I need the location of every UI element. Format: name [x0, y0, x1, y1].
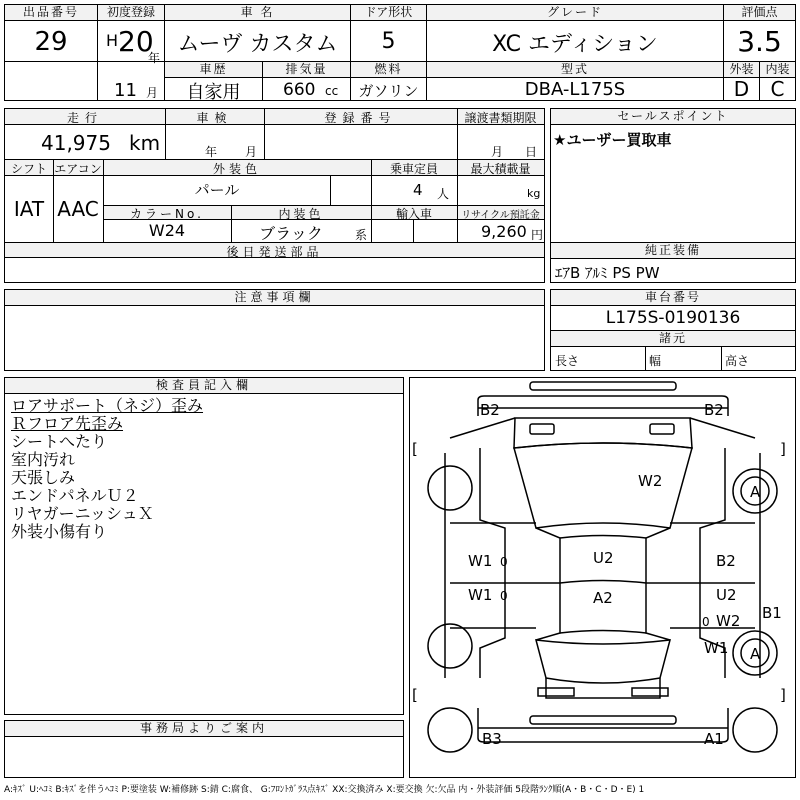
mark-b2-side: B2	[716, 552, 736, 570]
inspector-note: エンドパネルＵ２	[11, 486, 139, 505]
mark-zero-a: 0	[500, 555, 508, 569]
recycle-unit: 円	[531, 228, 544, 242]
displacement: 660	[283, 80, 316, 100]
history-label: 車歴	[165, 62, 262, 78]
transfer-day-unit: 日	[525, 145, 538, 159]
max-load-label: 最大積載量	[470, 162, 531, 176]
interior-grade-label: 内装	[760, 62, 795, 78]
mark-zero-c: 0	[702, 615, 710, 629]
inspection-label: 車検	[196, 111, 233, 125]
lot-number-cell	[4, 4, 98, 62]
recycle-label: リサイクル預託金	[461, 210, 540, 221]
grade-cell	[426, 4, 724, 62]
reg-month: 11	[114, 80, 137, 101]
ext-color: パール	[194, 181, 240, 199]
sales-point-label: セールスポイント	[551, 109, 795, 125]
bracket-right-bottom: ]	[780, 686, 786, 704]
doors: 5	[381, 29, 396, 54]
history: 自家用	[186, 82, 241, 103]
plate-label: 登録番号	[324, 111, 397, 125]
mark-w2-side: W2	[716, 612, 741, 630]
mark-zero-b: 0	[500, 589, 508, 603]
shift: IAT	[13, 197, 45, 221]
inspection-year-unit: 年	[205, 145, 218, 159]
inspector-note: リヤガーニッシュＸ	[11, 504, 154, 523]
inspection-month-unit: 月	[245, 145, 258, 159]
office-label: 事務局よりご案内	[5, 721, 403, 737]
model-label: 型式	[427, 62, 723, 78]
door-label: ドア形状	[351, 5, 426, 21]
ext-color-label: 外装色	[212, 162, 261, 176]
shift-label: シフト	[10, 162, 47, 176]
dims-label: 諸元	[551, 331, 795, 347]
info-table	[4, 108, 545, 283]
car-name: ムーヴ カスタム	[177, 32, 338, 57]
mileage-unit: km	[129, 131, 161, 155]
car-name-cell	[164, 4, 351, 62]
chassis-label: 車台番号	[551, 290, 795, 306]
mark-a2-center: A2	[593, 589, 613, 607]
equipment-box	[550, 242, 796, 283]
interior-grade-cell	[759, 61, 796, 101]
score-cell	[723, 4, 796, 62]
ac-label: エアコン	[54, 162, 102, 176]
inspector-label: 検査員記入欄	[5, 378, 403, 394]
height-label: 高さ	[725, 354, 750, 368]
displacement-label: 排気量	[263, 62, 350, 78]
score: 3.5	[737, 25, 782, 58]
mark-u2-side: U2	[716, 586, 737, 604]
car-name-label: 車 名	[165, 5, 350, 21]
transfer-month-unit: 月	[491, 145, 504, 159]
mark-w2-top: W2	[638, 472, 663, 490]
car-diagram	[410, 378, 795, 777]
reg-month-cell	[97, 61, 165, 101]
length-label: 長さ	[555, 354, 580, 368]
model-cell	[426, 61, 724, 101]
mark-w1-rear: W1	[704, 639, 729, 657]
inspector-note: Ｒフロア先歪み	[11, 414, 124, 433]
int-color-label: 内装色	[278, 207, 324, 221]
lot-number-label: 出品番号	[5, 5, 97, 21]
exterior-grade-label: 外装	[724, 62, 759, 78]
sales-point-box	[550, 108, 796, 243]
equipment-label: 純正装備	[551, 243, 795, 259]
fuel-label: 燃料	[351, 62, 426, 78]
capacity: 4	[413, 181, 423, 199]
reg-month-unit: 月	[146, 86, 159, 100]
max-load-unit: kg	[527, 187, 541, 200]
later-parts-label: 後日発送部品	[226, 245, 323, 259]
exterior-grade: D	[733, 77, 750, 101]
door-cell	[350, 4, 427, 62]
mark-b2-right: B2	[704, 401, 724, 419]
import-label: 輸入車	[395, 207, 432, 221]
reg-year-unit: 年	[148, 51, 161, 65]
ac: AAC	[57, 197, 99, 221]
mark-u2-center: U2	[593, 549, 614, 567]
color-no-label: カラーNo.	[130, 207, 204, 221]
bracket-left-top: [	[412, 440, 418, 458]
office-box	[4, 720, 404, 778]
color-no: W24	[148, 221, 186, 240]
legend: A:ｷｽﾞ U:ﾍｺﾐ B:ｷｽﾞを伴うﾍｺﾐ P:要塗装 W:補修跡 S:錆 C:腐食、 G:ﾌﾛﾝﾄｶﾞﾗｽ点ｷｽﾞ XX:交換済み X:要交換 欠:欠品 内・外装評価 5段階ﾗﾝｸ順(A・B・C・D・E) 1	[4, 785, 645, 795]
inspector-note: 室内汚れ	[11, 450, 76, 469]
era: H	[106, 31, 119, 50]
interior-grade: C	[770, 77, 785, 101]
history-cell	[164, 61, 263, 101]
exterior-grade-cell	[723, 61, 760, 101]
first-reg-cell	[97, 4, 165, 65]
mark-b2-left: B2	[480, 401, 500, 419]
mileage-label: 走行	[66, 111, 103, 125]
displacement-unit: cc	[325, 84, 339, 98]
capacity-unit: 人	[437, 187, 450, 201]
chassis-number: L175S-0190136	[605, 308, 741, 328]
lot-number: 29	[34, 27, 68, 57]
int-color-unit: 系	[355, 228, 368, 242]
inspector-box	[4, 377, 404, 715]
model: DBA-L175S	[524, 79, 626, 100]
mark-w1-left-a: W1	[468, 552, 493, 570]
mark-w1-left-b: W1	[468, 586, 493, 604]
recycle: 9,260	[481, 222, 527, 241]
mark-b1-side: B1	[762, 604, 782, 622]
inspector-note: シートへたり	[11, 432, 108, 451]
inspector-note: 天張しみ	[11, 468, 76, 487]
displacement-cell	[262, 61, 351, 101]
bracket-left-bottom: [	[412, 686, 418, 704]
transfer-label: 譲渡書類期限	[464, 111, 537, 125]
first-reg-label: 初度登録	[98, 5, 164, 21]
equipment: ｴｱB ｱﾙﾐ PS PW	[555, 264, 660, 282]
bracket-right-top: ]	[780, 440, 786, 458]
inspector-note: 外装小傷有り	[11, 522, 108, 541]
mark-b3: B3	[482, 730, 502, 748]
notes-box	[4, 289, 545, 371]
inspector-notes	[11, 397, 203, 541]
sales-point: ★ユーザー買取車	[553, 131, 672, 149]
inspector-note: ロアサポート（ネジ）歪み	[11, 396, 204, 415]
fuel: ガソリン	[358, 82, 419, 100]
width-label: 幅	[649, 354, 662, 368]
score-label: 評価点	[724, 5, 795, 21]
reg-year: 20	[118, 25, 154, 58]
notes-label: 注意事項欄	[5, 290, 544, 306]
grade-label: グレード	[427, 5, 723, 21]
fuel-cell	[350, 61, 427, 101]
mark-a-front-right: A	[750, 483, 761, 501]
capacity-label: 乗車定員	[389, 162, 438, 176]
grade: XC エディション	[492, 32, 658, 57]
int-color: ブラック	[259, 224, 323, 243]
mileage: 41,975	[41, 131, 111, 155]
lot-blank-cell	[4, 61, 98, 101]
mark-a1: A1	[704, 730, 724, 748]
mark-a-rear-right: A	[750, 645, 761, 663]
chassis-box	[550, 289, 796, 371]
car-diagram-box	[409, 377, 796, 778]
